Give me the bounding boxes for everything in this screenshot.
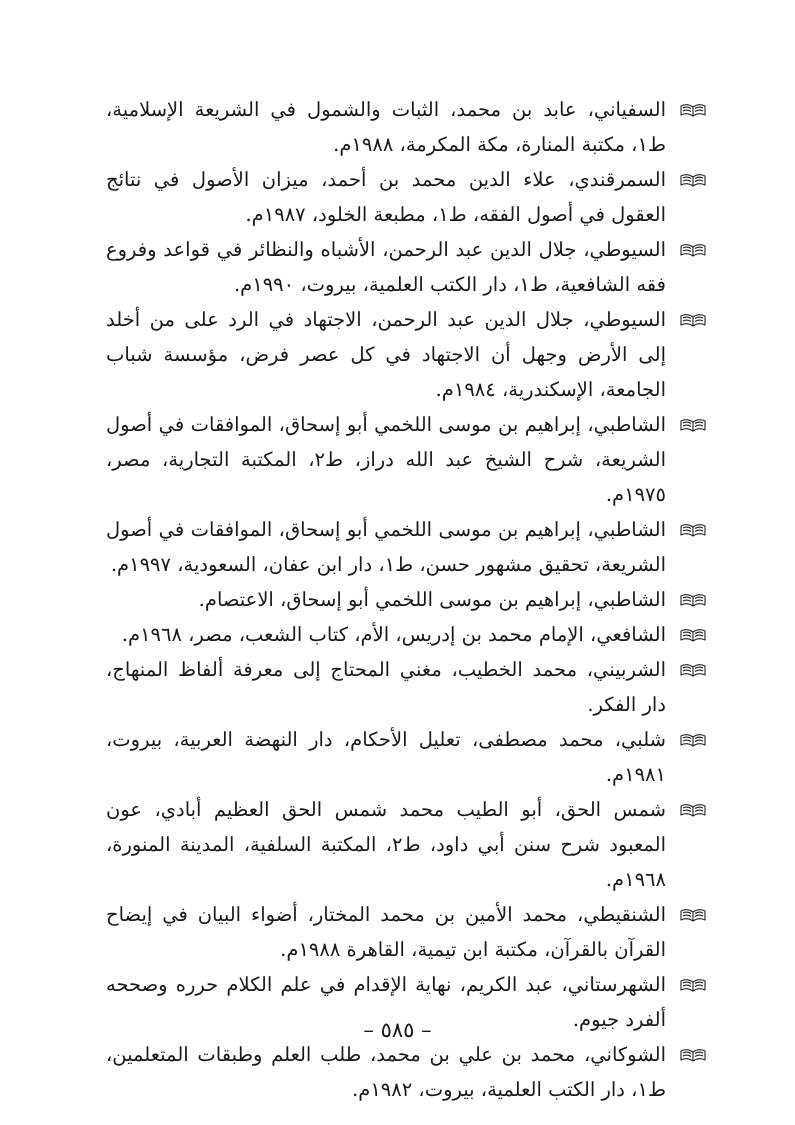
bibliography-entry — [106, 617, 706, 652]
bibliography-entry — [106, 792, 706, 897]
entry-text: الشوكاني، محمد بن علي بن محمد، طلب العلم وطبقات المتعلمين، ط١، دار الكتب العلمية، بيروت، ١٩٨٢م. — [106, 1043, 666, 1101]
bibliography-entry — [106, 897, 706, 967]
page-number: – ٥٨٥ – — [363, 1018, 432, 1042]
bibliography-entry — [106, 162, 706, 232]
open-book-icon — [680, 908, 706, 922]
open-book-icon — [680, 103, 706, 117]
bibliography-entry — [106, 582, 706, 617]
open-book-icon — [680, 733, 706, 747]
open-book-icon — [680, 523, 706, 537]
entry-text: شمس الحق، أبو الطيب محمد شمس الحق العظيم أبادي، عون المعبود شرح سنن أبي داود، ط٢، المكتبة السلفية، المدينة المنورة، ١٩٦٨م. — [106, 798, 666, 891]
bibliography-entry — [106, 652, 706, 722]
entry-text: السمرقندي، علاء الدين محمد بن أحمد، ميزان الأصول في نتائج العقول في أصول الفقه، ط١، مطبعة الخلود، ١٩٨٧م. — [106, 168, 666, 226]
bibliography-entry — [106, 232, 706, 302]
entry-text: الشنقيطي، محمد الأمين بن محمد المختار، أضواء البيان في إيضاح القرآن بالقرآن، مكتبة ابن تيمية، القاهرة ١٩٨٨م. — [106, 903, 666, 961]
bibliography-entry — [106, 92, 706, 162]
open-book-icon — [680, 243, 706, 257]
entry-text: السيوطي، جلال الدين عبد الرحمن، الأشباه والنظائر في قواعد وفروع فقه الشافعية، ط١، دار الكتب العلمية، بيروت، ١٩٩٠م. — [106, 238, 666, 296]
open-book-icon — [680, 628, 706, 642]
open-book-icon — [680, 173, 706, 187]
entry-text: شلبي، محمد مصطفى، تعليل الأحكام، دار النهضة العربية، بيروت، ١٩٨١م. — [106, 728, 666, 786]
open-book-icon — [680, 663, 706, 677]
open-book-icon — [680, 803, 706, 817]
entry-text: السيوطي، جلال الدين عبد الرحمن، الاجتهاد في الرد على من أخلد إلى الأرض وجهل أن الاجتهاد في كل عصر فرض، مؤسسة شباب الجامعة، الإسكندرية، ١٩٨٤م. — [106, 308, 666, 401]
bibliography-entry — [106, 722, 706, 792]
bibliography-entry — [106, 302, 706, 407]
bibliography-entry — [106, 407, 706, 512]
bibliography-entry — [106, 512, 706, 582]
open-book-icon — [680, 593, 706, 607]
entry-text: الشافعي، الإمام محمد بن إدريس، الأم، كتاب الشعب، مصر، ١٩٦٨م. — [121, 623, 666, 646]
open-book-icon — [680, 313, 706, 327]
entry-text: الشربيني، محمد الخطيب، مغني المحتاج إلى معرفة ألفاظ المنهاج، دار الفكر. — [106, 658, 666, 716]
entry-text: السفياني، عابد بن محمد، الثبات والشمول في الشريعة الإسلامية، ط١، مكتبة المنارة، مكة المكرمة، ١٩٨٨م. — [106, 98, 666, 156]
bibliography-entry — [106, 1037, 706, 1107]
open-book-icon — [680, 418, 706, 432]
entry-text: الشاطبي، إبراهيم بن موسى اللخمي أبو إسحاق، الاعتصام. — [198, 588, 666, 611]
entry-text: الشاطبي، إبراهيم بن موسى اللخمي أبو إسحاق، الموافقات في أصول الشريعة، تحقيق مشهور حسن، ط١، دار ابن عفان، السعودية، ١٩٩٧م. — [106, 518, 666, 576]
open-book-icon — [680, 1048, 706, 1062]
entry-text: الشهرستاني، عبد الكريم، نهاية الإقدام في علم الكلام حرره وصححه ألفرد جيوم. — [106, 973, 666, 1031]
open-book-icon — [680, 978, 706, 992]
bibliography-list — [106, 92, 706, 1107]
entry-text: الشاطبي، إبراهيم بن موسى اللخمي أبو إسحاق، الموافقات في أصول الشريعة، شرح الشيخ عبد الله دراز، ط٢، المكتبة التجارية، مصر، ١٩٧٥م. — [106, 413, 666, 506]
